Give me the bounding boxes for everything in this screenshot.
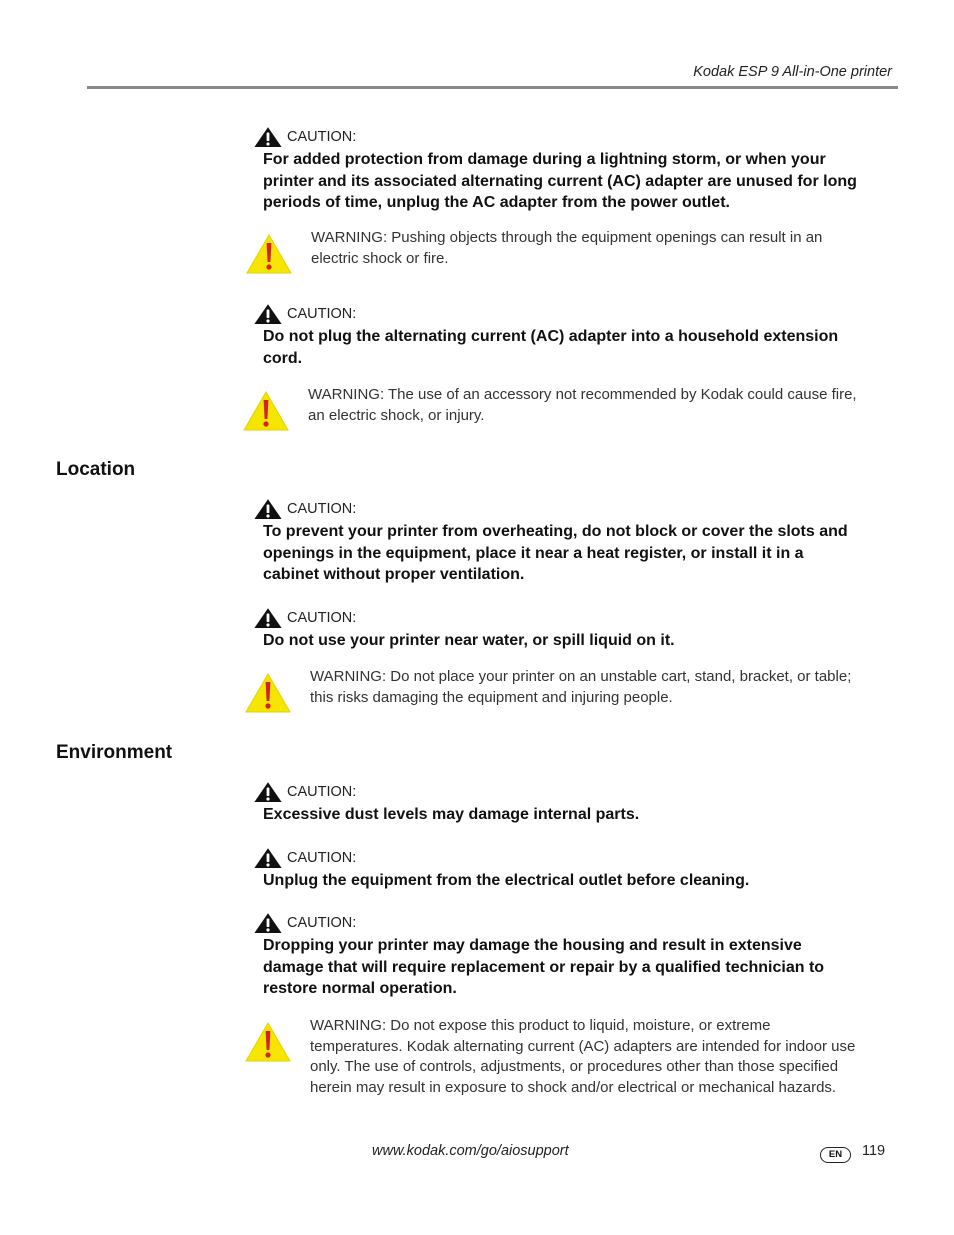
caution-block — [253, 607, 863, 652]
caution-label: CAUTION: — [287, 784, 357, 800]
caution-heading — [253, 303, 863, 325]
caution-label: CAUTION: — [287, 915, 357, 931]
caution-block — [253, 847, 863, 892]
caution-label: CAUTION: — [287, 610, 357, 626]
warning-icon — [245, 233, 293, 275]
caution-label: CAUTION: — [287, 850, 357, 866]
caution-text: Unplug the equipment from the electrical outlet before cleaning. — [263, 872, 750, 889]
warning-icon — [244, 1021, 292, 1063]
footer-url[interactable]: www.kodak.com/go/aiosupport — [372, 1143, 569, 1159]
caution-icon — [253, 781, 283, 803]
caution-icon — [253, 498, 283, 520]
caution-block — [253, 781, 863, 826]
section-heading-location: Location — [56, 459, 136, 480]
caution-label: CAUTION: — [287, 129, 357, 145]
caution-text: Excessive dust levels may damage internal parts. — [263, 806, 640, 823]
caution-label: CAUTION: — [287, 501, 357, 517]
warning-text: WARNING: Do not place your printer on an unstable cart, stand, bracket, or table; this risks damaging the equipment and injuring people. — [310, 668, 852, 706]
caution-heading — [253, 498, 863, 520]
caution-heading — [253, 126, 863, 148]
caution-icon — [253, 847, 283, 869]
section-heading-environment: Environment — [56, 742, 173, 763]
caution-block — [253, 912, 863, 1000]
caution-icon — [253, 607, 283, 629]
caution-block — [253, 303, 863, 369]
caution-text: To prevent your printer from overheating, do not block or cover the slots and openings in the equipment, place it near a heat register, or install it in a cabinet without proper ventilation. — [263, 523, 848, 583]
language-badge: EN — [820, 1147, 851, 1163]
caution-text: For added protection from damage during a lightning storm, or when your printer and its associated alternating current (AC) adapter are unused for long periods of time, unplug the AC adapter from the power outlet. — [263, 151, 857, 211]
caution-heading — [253, 607, 863, 629]
caution-block — [253, 126, 863, 214]
caution-heading — [253, 847, 863, 869]
caution-icon — [253, 303, 283, 325]
caution-text: Dropping your printer may damage the housing and result in extensive damage that will require replacement or repair by a qualified technician to restore normal operation. — [263, 937, 825, 997]
caution-text: Do not plug the alternating current (AC) adapter into a household extension cord. — [263, 328, 839, 367]
header-rule — [87, 86, 898, 89]
caution-label: CAUTION: — [287, 306, 357, 322]
caution-icon — [253, 912, 283, 934]
header-title: Kodak ESP 9 All-in-One printer — [693, 64, 892, 80]
warning-text: WARNING: Do not expose this product to liquid, moisture, or extreme temperatures. Kodak alternating current (AC) adapters are intended for indoor use only. The use of controls, adjustments, or procedures other than those specified herein may result in exposure to shock and/or electrical or mechanical hazards. — [310, 1017, 856, 1096]
caution-heading — [253, 781, 863, 803]
page-number: 119 — [862, 1143, 886, 1159]
warning-text: WARNING: Pushing objects through the equipment openings can result in an electric shock or fire. — [311, 229, 823, 267]
caution-icon — [253, 126, 283, 148]
warning-icon — [244, 672, 292, 714]
warning-text: WARNING: The use of an accessory not recommended by Kodak could cause fire, an electric shock, or injury. — [308, 386, 857, 424]
caution-heading — [253, 912, 863, 934]
warning-icon — [242, 390, 290, 432]
caution-block — [253, 498, 863, 586]
caution-text: Do not use your printer near water, or spill liquid on it. — [263, 632, 675, 649]
